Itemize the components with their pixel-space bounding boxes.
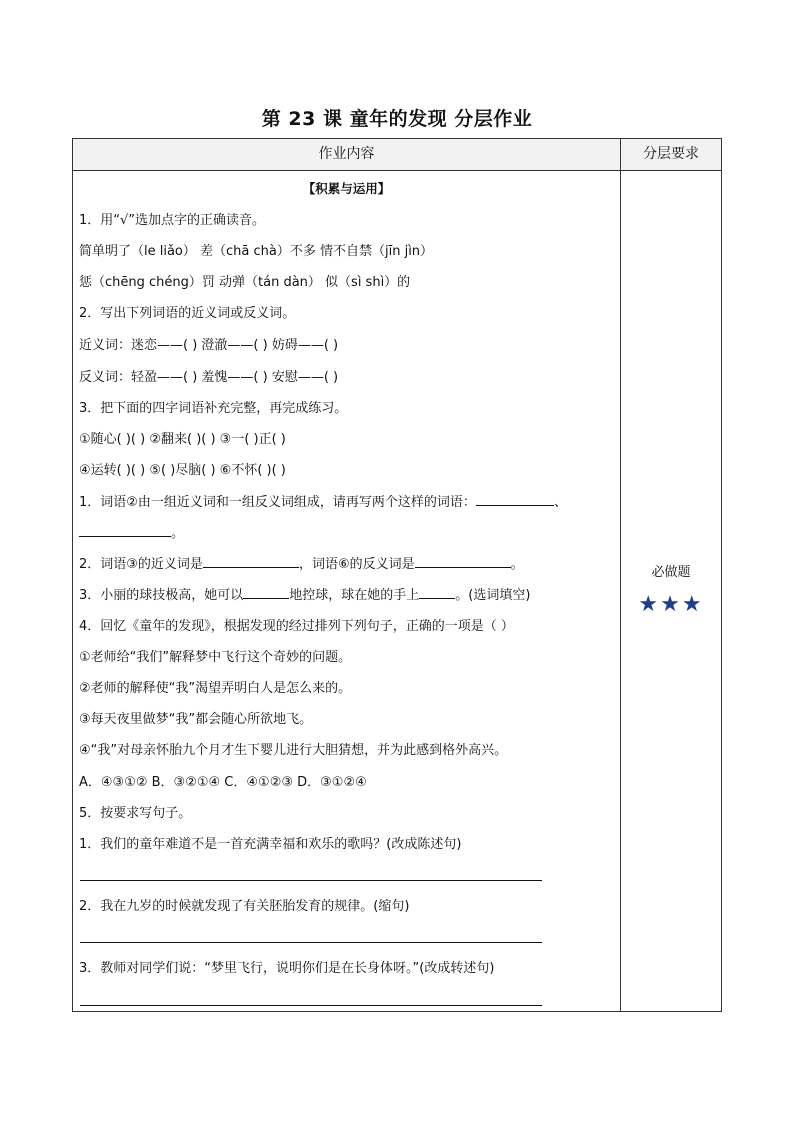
answer-line-3[interactable] xyxy=(80,1005,542,1006)
page-title: 第 23 课 童年的发现 分层作业 xyxy=(261,108,533,130)
q3-sub3-text: 3．小丽的球技极高，她可以 xyxy=(79,588,244,603)
answer-blank[interactable] xyxy=(415,567,511,568)
header-level: 分层要求 xyxy=(621,139,721,170)
level-requirement xyxy=(621,561,721,617)
q4-sentence-3: ③每天夜里做梦“我”都会随心所欲地飞。 xyxy=(79,712,313,727)
q3-sub1-cont xyxy=(79,522,184,541)
q3-sub3 xyxy=(79,584,530,603)
q4-sentence-2: ②老师的解释使“我”渴望弄明白人是怎么来的。 xyxy=(79,681,352,696)
q3-row1: ①随心( )( ) ②翻来( )( ) ③一( )正( ) xyxy=(79,432,286,447)
q5-sub1: 1．我们的童年难道不是一首充满幸福和欢乐的歌吗？(改成陈述句) xyxy=(79,837,462,852)
q3-sub1-text: 1．词语②由一组近义词和一组反义词组成，请再写两个这样的词语： xyxy=(79,495,476,510)
q5-sub2: 2．我在九岁的时候就发现了有关胚胎发育的规律。(缩句) xyxy=(79,899,410,914)
q3-sub2-text: 2．词语③的近义词是 xyxy=(79,557,203,572)
q5-sub3: 3．教师对同学们说：“梦里飞行，说明你们是在长身体呀。”(改成转述句) xyxy=(79,961,495,976)
q1-prompt: 1．用“√”选加点字的正确读音。 xyxy=(79,213,266,228)
answer-blank[interactable] xyxy=(419,598,455,599)
homework-table xyxy=(72,138,722,1012)
q5-prompt: 5．按要求写句子。 xyxy=(79,806,192,821)
q4-sentence-1: ①老师给“我们”解释梦中飞行这个奇妙的问题。 xyxy=(79,650,352,665)
star-rating-icon: ★★★ xyxy=(638,592,704,617)
answer-line-2[interactable] xyxy=(80,942,542,943)
answer-blank[interactable] xyxy=(79,536,171,537)
answer-blank[interactable] xyxy=(243,598,289,599)
q3-sub3-end: 。(选词填空) xyxy=(455,588,531,603)
q4-sentence-4: ④“我”对母亲怀胎九个月才生下婴儿进行大胆猜想，并为此感到格外高兴。 xyxy=(79,743,508,758)
q2-antonyms: 反义词：轻盈——( ) 羞愧——( ) 安慰——( ) xyxy=(79,370,339,385)
period: 。 xyxy=(510,557,524,572)
q2-synonyms: 近义词：迷恋——( ) 澄澈——( ) 妨碍——( ) xyxy=(79,338,339,353)
header-content: 作业内容 xyxy=(73,139,620,170)
header-divider xyxy=(73,170,721,171)
period: 。 xyxy=(171,526,185,541)
q3-sub2-mid: ，词语⑥的反义词是 xyxy=(298,557,415,572)
q3-sub2 xyxy=(79,553,524,572)
answer-line-1[interactable] xyxy=(80,880,542,881)
level-label: 必做题 xyxy=(651,565,691,580)
section-title: 【积累与运用】 xyxy=(302,181,391,196)
q1-row2: 惩（chēng chéng）罚 动弹（tán dàn） 似（sì shì）的 xyxy=(79,275,411,290)
separator: 、 xyxy=(553,495,567,510)
q1-row1: 简单明了（le liǎo） 差（chā chà）不多 情不自禁（jīn jìn） xyxy=(79,244,434,259)
q3-sub1 xyxy=(79,491,567,510)
q4-options: A．④③①② B．③②①④ C．④①②③ D．③①②④ xyxy=(79,775,367,790)
q2-prompt: 2．写出下列词语的近义词或反义词。 xyxy=(79,306,296,321)
q4-prompt: 4．回忆《童年的发现》，根据发现的经过排列下列句子，正确的一项是（ ） xyxy=(79,619,514,634)
q3-row2: ④运转( )( ) ⑤( )尽脑( ) ⑥不怀( )( ) xyxy=(79,463,286,478)
answer-blank[interactable] xyxy=(476,505,554,506)
q3-prompt: 3．把下面的四字词语补充完整，再完成练习。 xyxy=(79,401,348,416)
answer-blank[interactable] xyxy=(203,567,299,568)
q3-sub3-mid: 地控球，球在她的手上 xyxy=(289,588,420,603)
